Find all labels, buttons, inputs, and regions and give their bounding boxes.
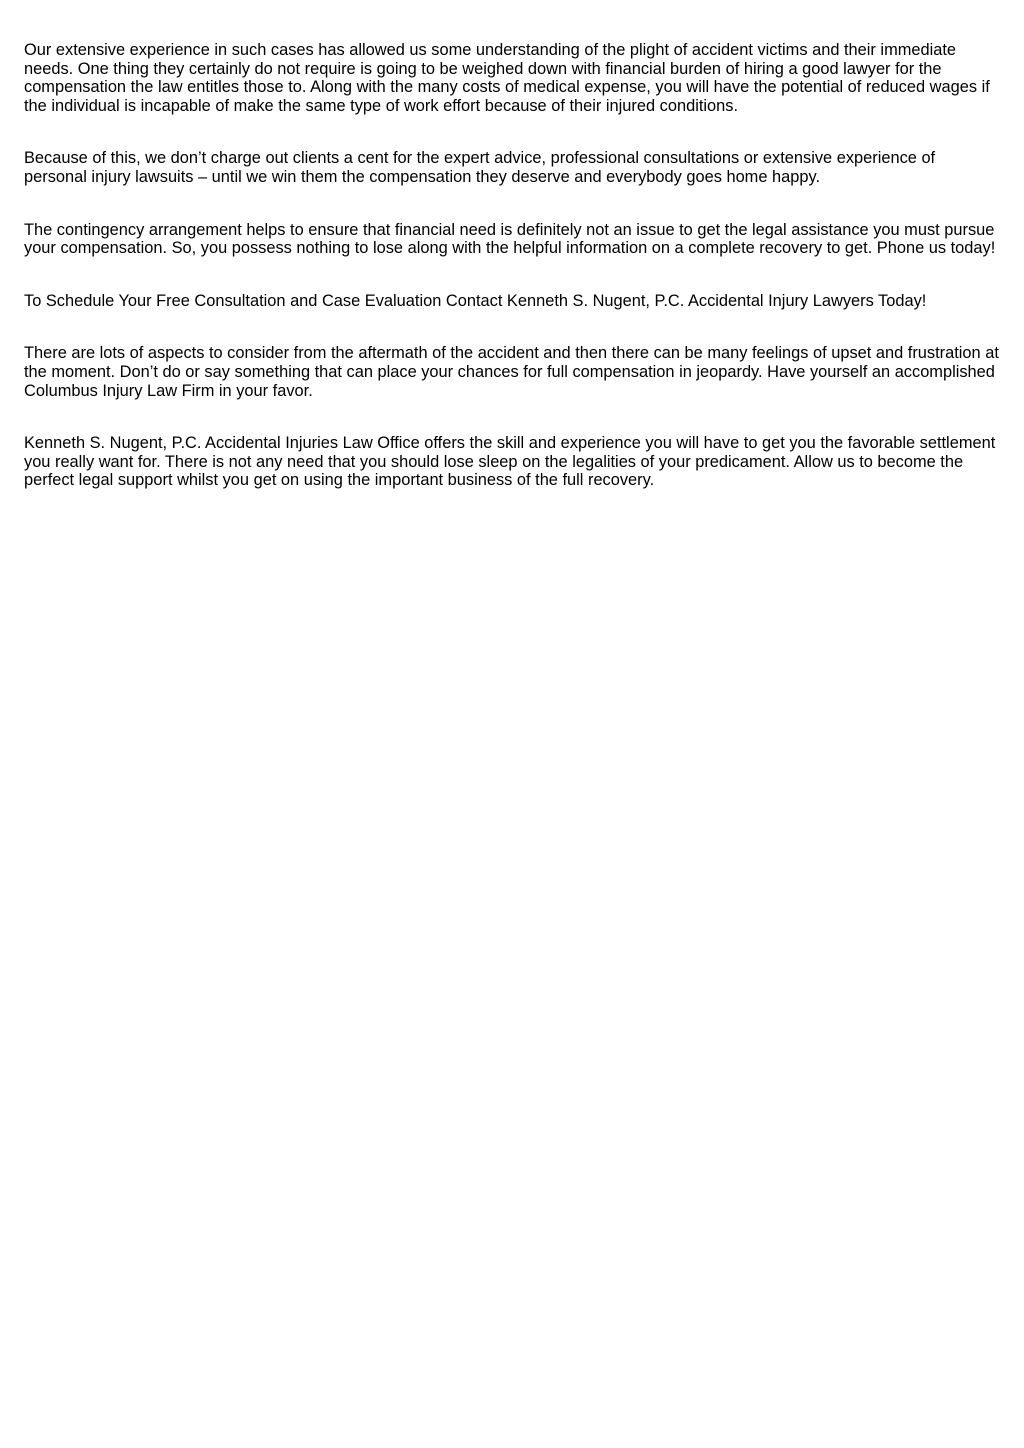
paragraph-experience: Our extensive experience in such cases has allowed us some understanding of the plight of accident victims and their immediate needs. One thing they certainly do not require is going to be weighed down with financial burden of hiring a good lawyer for the compensation the law entitles those to. Along with the many costs of medical expense, you will have the potential of reduced wages if the individual is incapable of make the same type of work effort because of their injured conditions.	[24, 41, 990, 115]
document-page	[24, 41, 1000, 524]
paragraph-law-office: Kenneth S. Nugent, P.C. Accidental Injuries Law Office offers the skill and experience you will have to get you the favorable settlement you really want for. There is not any need that you should lose sleep on the legalities of your predicament. Allow us to become the perfect legal support whilst you get on using the important business of the full recovery.	[24, 434, 996, 490]
paragraph-contingency: The contingency arrangement helps to ensure that financial need is definitely not an issue to get the legal assistance you must pursue your compensation. So, you possess nothing to lose along with the helpful information on a complete recovery to get. Phone us today!	[24, 220, 996, 258]
paragraph-no-charge: Because of this, we don’t charge out clients a cent for the expert advice, professional consultations or extensive experience of personal injury lawsuits – until we win them the compensation they deserve and everybody goes home happy.	[24, 149, 936, 186]
paragraph-aftermath: There are lots of aspects to consider from the aftermath of the accident and then there can be many feelings of upset and frustration at the moment. Don’t do or say something that can place your chances for full compensation in jeopardy. Have yourself an accomplished Columbus Injury Law Firm in your favor.	[24, 344, 999, 400]
paragraph-schedule-consultation: To Schedule Your Free Consultation and Case Evaluation Contact Kenneth S. Nugent, P.C. Accidental Injury Lawyers Today!	[24, 291, 927, 310]
